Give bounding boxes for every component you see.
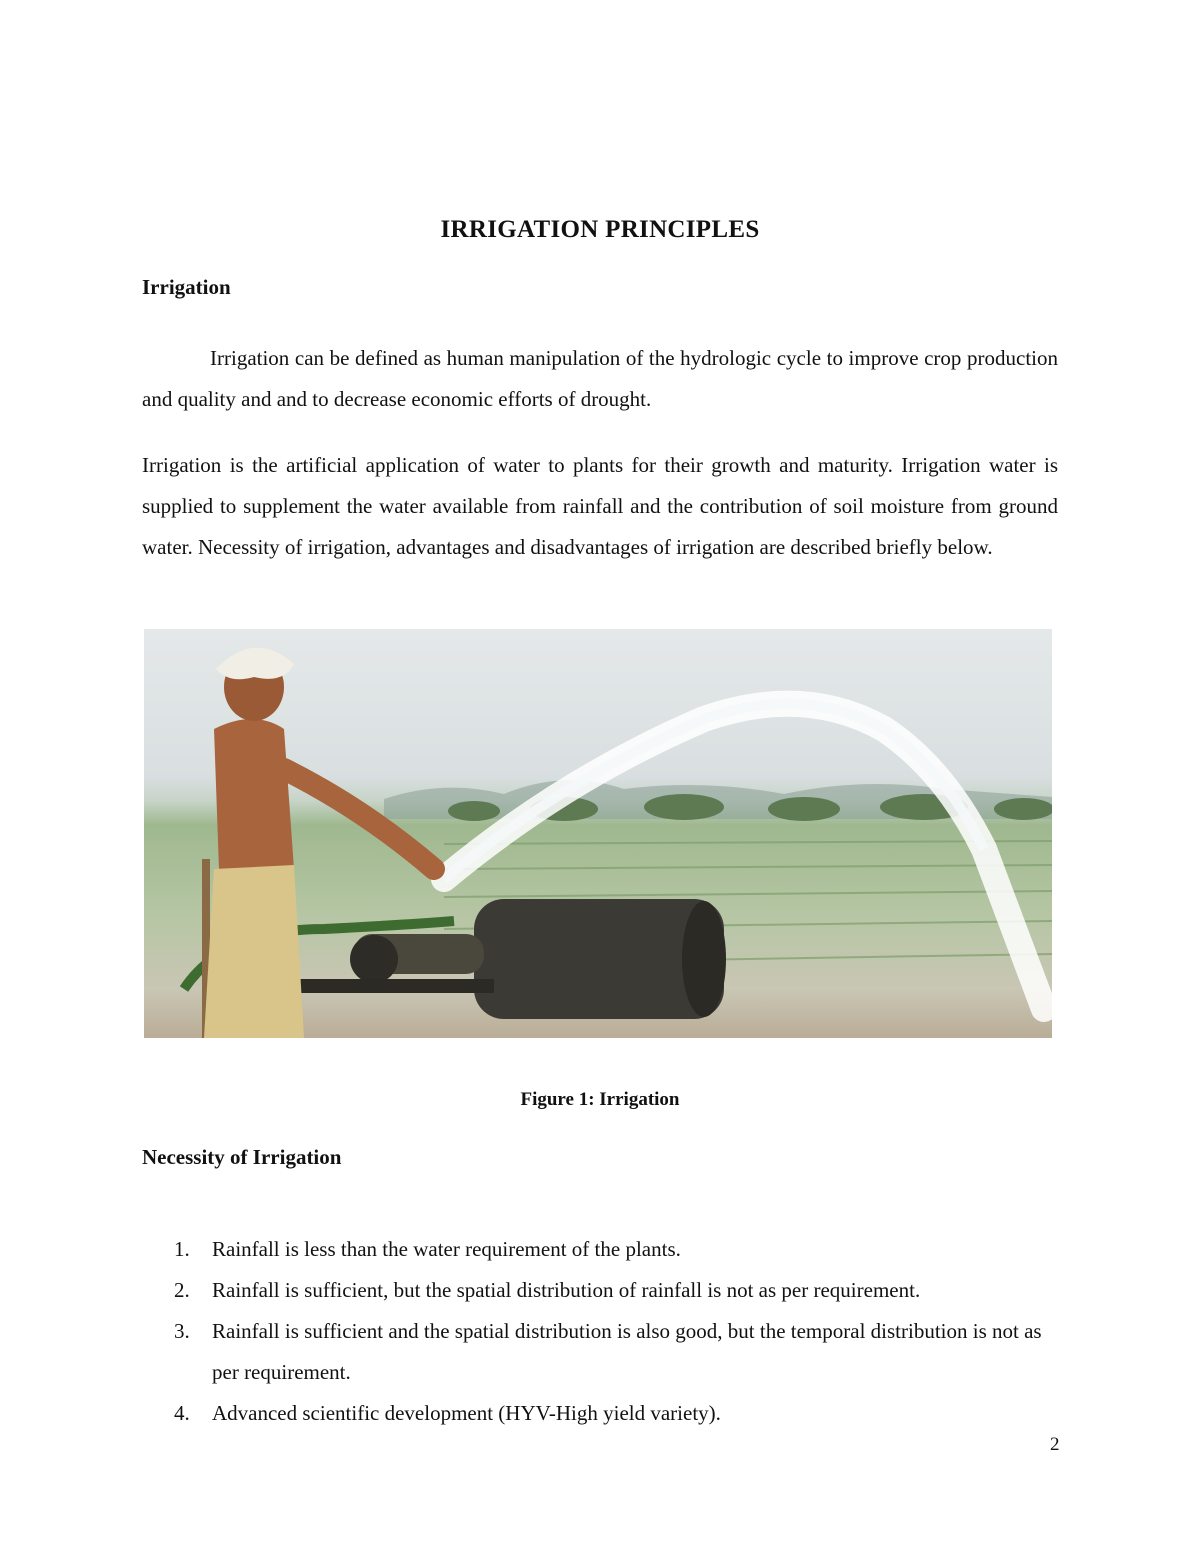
list-item-text: Rainfall is less than the water requirement of the plants. bbox=[212, 1237, 681, 1261]
list-item bbox=[142, 1229, 1058, 1270]
necessity-list bbox=[142, 1229, 1058, 1434]
paragraph-artificial-application: Irrigation is the artificial application of water to plants for their growth and maturity. Irrigation water is supplied to supplement the water available from rainfall and the contribution of soil moisture from ground water. Necessity of irrigation, advantages and disadvantages of irrigation are described briefly below. bbox=[142, 453, 1058, 559]
page-number: 2 bbox=[1050, 1434, 1060, 1455]
list-item-text: Advanced scientific development (HYV-High yield variety). bbox=[212, 1401, 721, 1425]
list-item-text: Rainfall is sufficient and the spatial distribution is also good, but the temporal distribution is not as per requirement. bbox=[212, 1319, 1042, 1384]
section-heading-necessity: Necessity of Irrigation bbox=[142, 1145, 342, 1169]
list-item-number: 3. bbox=[174, 1319, 190, 1343]
page-title: IRRIGATION PRINCIPLES bbox=[440, 216, 760, 243]
list-item-text: Rainfall is sufficient, but the spatial distribution of rainfall is not as per requirement. bbox=[212, 1278, 921, 1302]
list-item bbox=[142, 1311, 1058, 1393]
list-item-number: 4. bbox=[174, 1401, 190, 1425]
list-item-number: 1. bbox=[174, 1237, 190, 1261]
list-item bbox=[142, 1270, 1058, 1311]
section-heading-irrigation: Irrigation bbox=[142, 275, 231, 299]
list-item-number: 2. bbox=[174, 1278, 190, 1302]
pump-engine bbox=[294, 899, 726, 1019]
list-item bbox=[142, 1393, 1058, 1434]
irrigation-photo bbox=[144, 629, 1052, 1038]
irrigation-photo-illustration bbox=[144, 629, 1052, 1038]
figure-caption: Figure 1: Irrigation bbox=[520, 1089, 680, 1110]
paragraph-definition: Irrigation can be defined as human manipulation of the hydrologic cycle to improve crop production and quality and and to decrease economic efforts of drought. bbox=[142, 346, 1058, 411]
